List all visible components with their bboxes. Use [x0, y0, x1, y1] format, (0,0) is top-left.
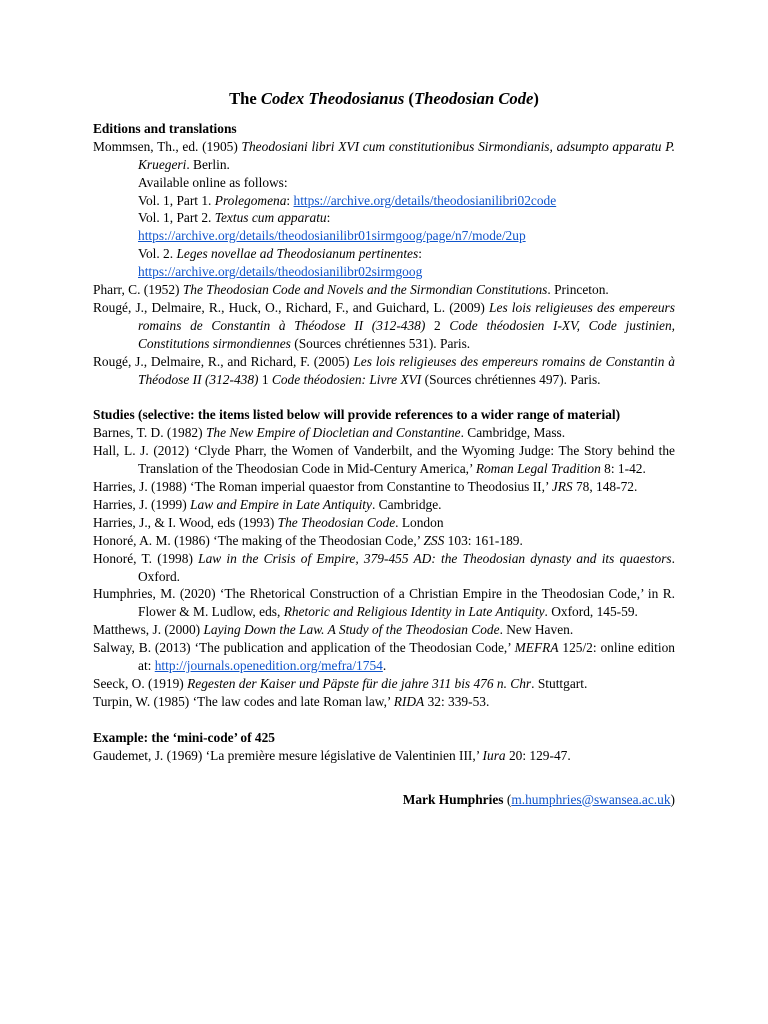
entry-barnes: Barnes, T. D. (1982) The New Empire of Diocletian and Constantine. Cambridge, Mass. [93, 425, 566, 441]
sub-entry-vol1-part1: Vol. 1, Part 1. Prolegomena: https://archive.org/details/theodosianilibri02code [138, 192, 557, 208]
entry-pharr: Pharr, C. (1952) The Theodosian Code and Novels and the Sirmondian Constitutions. Princeton. [93, 282, 609, 298]
entry-rouge-2009: Rougé, J., Delmaire, R., Huck, O., Richard, F., and Guichard, L. (2009) Les lois religieuses des empereurs romains de Constantin à Théodose II (312-438) 2 Code théodosien I-XV, Code justinien, Constitutions sirmondiennes (Sources chrétiennes 531). Paris. [93, 299, 675, 351]
author-name: Mark Humphries [402, 791, 504, 807]
entry-turpin: Turpin, W. (1985) ‘The law codes and late Roman law,’ RIDA 32: 339-53. [93, 693, 490, 709]
link-mefra[interactable]: http://journals.openedition.org/mefra/1754 [154, 658, 383, 674]
document-page [93, 90, 675, 808]
entry-matthews: Matthews, J. (2000) Laying Down the Law. A Study of the Theodosian Code. New Haven. [93, 622, 574, 638]
sub-entry-vol2: Vol. 2. Leges novellae ad Theodosianum pertinentes: https://archive.org/details/theodosianilibr02sirmgoog [138, 246, 423, 280]
entry-seeck: Seeck, O. (1919) Regesten der Kaiser und Päpste für die jahre 311 bis 476 n. Chr. Stuttgart. [93, 675, 588, 691]
entry-honore-1986: Honoré, A. M. (1986) ‘The making of the Theodosian Code,’ ZSS 103: 161-189. [93, 532, 523, 548]
entry-harries-1999: Harries, J. (1999) Law and Empire in Late Antiquity. Cambridge. [93, 496, 442, 512]
entry-harries-1988: Harries, J. (1988) ‘The Roman imperial quaestor from Constantine to Theodosius II,’ JRS 78, 148-72. [93, 479, 638, 495]
author-email-link[interactable]: m.humphries@swansea.ac.uk [511, 791, 671, 807]
entry-humphries: Humphries, M. (2020) ‘The Rhetorical Construction of a Christian Empire in the Theodosian Code,’ in R. Flower & M. Ludlow, eds, Rhetoric and Religious Identity in Late Antiquity. Oxford, 145-59. [93, 586, 675, 620]
link-vol1-part2[interactable]: https://archive.org/details/theodosianilibr01sirmgoog/page/n7/mode/2up [138, 228, 526, 244]
studies-heading: Studies (selective: the items listed below will provide references to a wider range of material) [93, 407, 621, 423]
available-online-note: Available online as follows: [138, 174, 288, 190]
entry-hall: Hall, L. J. (2012) ‘Clyde Pharr, the Women of Vanderbilt, and the Wyoming Judge: The Story behind the Translation of the Theodosian Code in Mid-Century America,’ Roman Legal Tradition 8: 1-42. [93, 443, 675, 477]
entry-mommsen: Mommsen, Th., ed. (1905) Theodosiani libri XVI cum constitutionibus Sirmondianis, adsumpto apparatu P. Kruegeri. Berlin. [93, 138, 675, 172]
entry-gaudemet: Gaudemet, J. (1969) ‘La première mesure législative de Valentinien III,’ Iura 20: 129-47. [93, 747, 571, 763]
link-vol1-part1[interactable]: https://archive.org/details/theodosianilibri02code [293, 192, 557, 208]
sub-entry-vol1-part2: Vol. 1, Part 2. Textus cum apparatu: https://archive.org/details/theodosianilibr01sirmgoog/page/n7/mode/2up [138, 210, 526, 244]
editions-heading: Editions and translations [93, 120, 237, 136]
entry-salway: Salway, B. (2013) ‘The publication and application of the Theodosian Code,’ MEFRA 125/2: online edition at: http://journals.openedition.org/mefra/1754. [93, 640, 675, 674]
entry-harries-wood: Harries, J., & I. Wood, eds (1993) The Theodosian Code. London [93, 514, 444, 530]
document-title: The Codex Theodosianus (Theodosian Code) [229, 89, 539, 108]
example-heading: Example: the ‘mini-code’ of 425 [93, 729, 275, 745]
entry-rouge-2005: Rougé, J., Delmaire, R., and Richard, F. (2005) Les lois religieuses des empereurs romains de Constantin à Théodose II (312-438) 1 Code théodosien: Livre XVI (Sources chrétiennes 497). Paris. [93, 353, 675, 387]
link-vol2[interactable]: https://archive.org/details/theodosianilibr02sirmgoog [138, 264, 423, 280]
entry-honore-1998: Honoré, T. (1998) Law in the Crisis of Empire, 379-455 AD: the Theodosian dynasty and its quaestors. Oxford. [93, 550, 675, 584]
signature: Mark Humphries (m.humphries@swansea.ac.uk) [402, 791, 675, 807]
